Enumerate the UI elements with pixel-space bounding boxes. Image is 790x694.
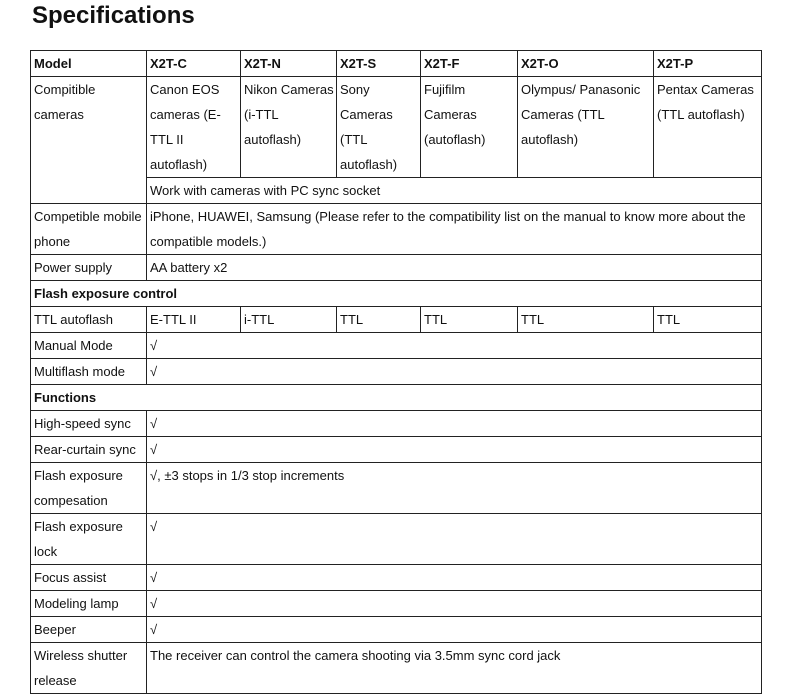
table-row — [31, 591, 762, 617]
table-row — [31, 411, 762, 437]
row-label: Beeper — [31, 617, 147, 643]
table-row — [31, 463, 762, 514]
row-label: Flash exposure compesation — [31, 463, 147, 514]
table-cell: √ — [147, 617, 762, 643]
row-label: Compitible cameras — [31, 77, 147, 204]
table-row — [31, 77, 762, 178]
table-row — [31, 514, 762, 565]
table-cell: √ — [147, 333, 762, 359]
specifications-table — [30, 50, 762, 694]
model-header-cell: X2T-C — [147, 51, 241, 77]
model-header-cell: X2T-N — [241, 51, 337, 77]
table-row — [31, 307, 762, 333]
table-cell: Fujifilm Cameras (autoflash) — [421, 77, 518, 178]
table-cell: Sony Cameras (TTL autoflash) — [337, 77, 421, 178]
row-label: Rear-curtain sync — [31, 437, 147, 463]
row-label: Focus assist — [31, 565, 147, 591]
table-cell: √ — [147, 411, 762, 437]
model-header-cell: X2T-F — [421, 51, 518, 77]
table-row — [31, 359, 762, 385]
row-label: TTL autoflash — [31, 307, 147, 333]
header-row — [31, 51, 762, 77]
section-row — [31, 385, 762, 411]
section-heading: Flash exposure control — [31, 281, 762, 307]
section-heading: Functions — [31, 385, 762, 411]
section-row — [31, 281, 762, 307]
table-row — [31, 617, 762, 643]
table-cell: TTL — [518, 307, 654, 333]
model-header: Model — [31, 51, 147, 77]
row-label: Flash exposure lock — [31, 514, 147, 565]
table-cell: TTL — [337, 307, 421, 333]
row-label: High-speed sync — [31, 411, 147, 437]
table-cell: √, ±3 stops in 1/3 stop increments — [147, 463, 762, 514]
table-cell: TTL — [654, 307, 762, 333]
table-cell: iPhone, HUAWEI, Samsung (Please refer to the compatibility list on the manual to know more about the compatible models.) — [147, 204, 762, 255]
row-label: Competible mobile phone — [31, 204, 147, 255]
row-label: Manual Mode — [31, 333, 147, 359]
row-label: Modeling lamp — [31, 591, 147, 617]
table-cell: AA battery x2 — [147, 255, 762, 281]
table-row — [31, 643, 762, 694]
model-header-cell: X2T-S — [337, 51, 421, 77]
table-row — [31, 255, 762, 281]
model-header-cell: X2T-O — [518, 51, 654, 77]
row-label: Power supply — [31, 255, 147, 281]
table-row — [31, 333, 762, 359]
table-cell: √ — [147, 514, 762, 565]
table-cell: Pentax Cameras (TTL autoflash) — [654, 77, 762, 178]
table-cell: Canon EOS cameras (E-TTL II autoflash) — [147, 77, 241, 178]
table-row — [31, 204, 762, 255]
table-cell: √ — [147, 437, 762, 463]
table-cell: TTL — [421, 307, 518, 333]
table-cell: The receiver can control the camera shooting via 3.5mm sync cord jack — [147, 643, 762, 694]
table-cell: √ — [147, 591, 762, 617]
table-cell: Work with cameras with PC sync socket — [147, 178, 762, 204]
table-row — [31, 565, 762, 591]
row-label: Wireless shutter release — [31, 643, 147, 694]
table-cell: i-TTL — [241, 307, 337, 333]
table-cell: Olympus/ Panasonic Cameras (TTL autoflash) — [518, 77, 654, 178]
page-title: Specifications — [32, 2, 195, 29]
table-cell: √ — [147, 359, 762, 385]
table-row — [31, 437, 762, 463]
model-header-cell: X2T-P — [654, 51, 762, 77]
table-cell: √ — [147, 565, 762, 591]
table-cell: Nikon Cameras (i-TTL autoflash) — [241, 77, 337, 178]
row-label: Multiflash mode — [31, 359, 147, 385]
table-cell: E-TTL II — [147, 307, 241, 333]
